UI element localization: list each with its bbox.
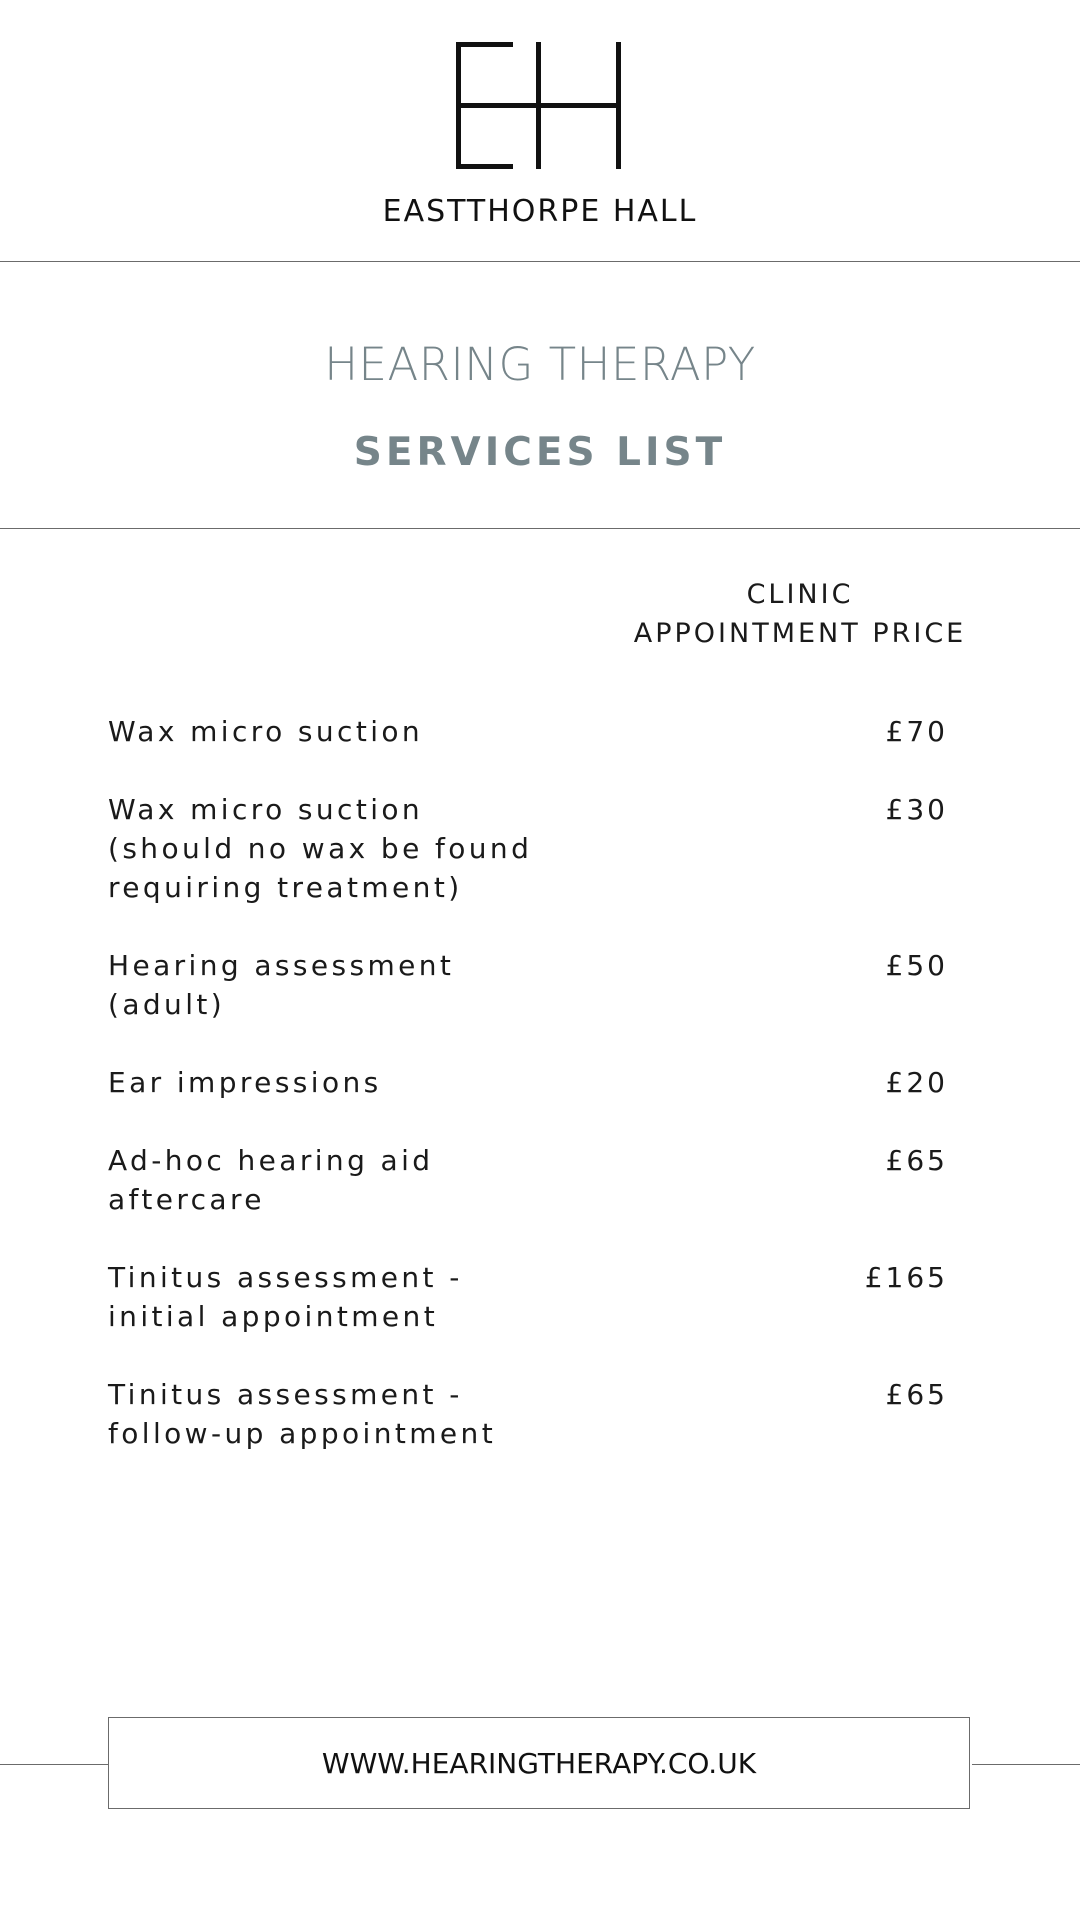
footer-rule-right xyxy=(972,1764,1080,1765)
service-name: Hearing assessment (adult) xyxy=(108,949,455,1021)
service-price: £165 xyxy=(864,1261,948,1294)
service-price: £30 xyxy=(885,793,948,826)
service-row-hearing-assessment xyxy=(108,946,948,1024)
service-name: Ear impressions xyxy=(108,1066,382,1099)
footer-rule-left xyxy=(0,1764,108,1765)
page-title: HEARING THERAPY xyxy=(324,338,756,391)
service-name: Tinitus assessment - follow-up appointment xyxy=(108,1378,497,1450)
title-divider xyxy=(0,528,1080,529)
service-row-ear-impressions xyxy=(108,1063,948,1102)
service-price: £65 xyxy=(885,1144,948,1177)
service-price: £70 xyxy=(885,715,948,748)
service-name: Wax micro suction xyxy=(108,715,424,748)
service-row-tinitus-follow-up xyxy=(108,1375,948,1453)
service-row-tinitus-initial xyxy=(108,1258,948,1336)
service-row-wax-micro-suction xyxy=(108,712,948,751)
service-name: Ad-hoc hearing aid aftercare xyxy=(108,1144,434,1216)
price-column-header xyxy=(600,575,1000,653)
website-link[interactable]: WWW.HEARINGTHERAPY.CO.UK xyxy=(108,1717,970,1809)
price-column-header-line2: APPOINTMENT PRICE xyxy=(633,618,967,649)
page-subtitle: SERVICES LIST xyxy=(353,430,727,475)
services-list xyxy=(108,712,948,1492)
service-name: Tinitus assessment - initial appointment xyxy=(108,1261,463,1333)
service-row-hearing-aid-aftercare xyxy=(108,1141,948,1219)
service-price: £50 xyxy=(885,949,948,982)
eh-logo xyxy=(456,42,621,169)
service-price: £65 xyxy=(885,1378,948,1411)
price-column-header-line1: CLINIC xyxy=(746,579,854,610)
service-price: £20 xyxy=(885,1066,948,1099)
brand-name: EASTTHORPE HALL xyxy=(382,194,698,229)
header-divider xyxy=(0,261,1080,262)
service-name: Wax micro suction (should no wax be found requiring treatment) xyxy=(108,793,533,904)
service-row-wax-micro-suction-no-wax xyxy=(108,790,948,907)
